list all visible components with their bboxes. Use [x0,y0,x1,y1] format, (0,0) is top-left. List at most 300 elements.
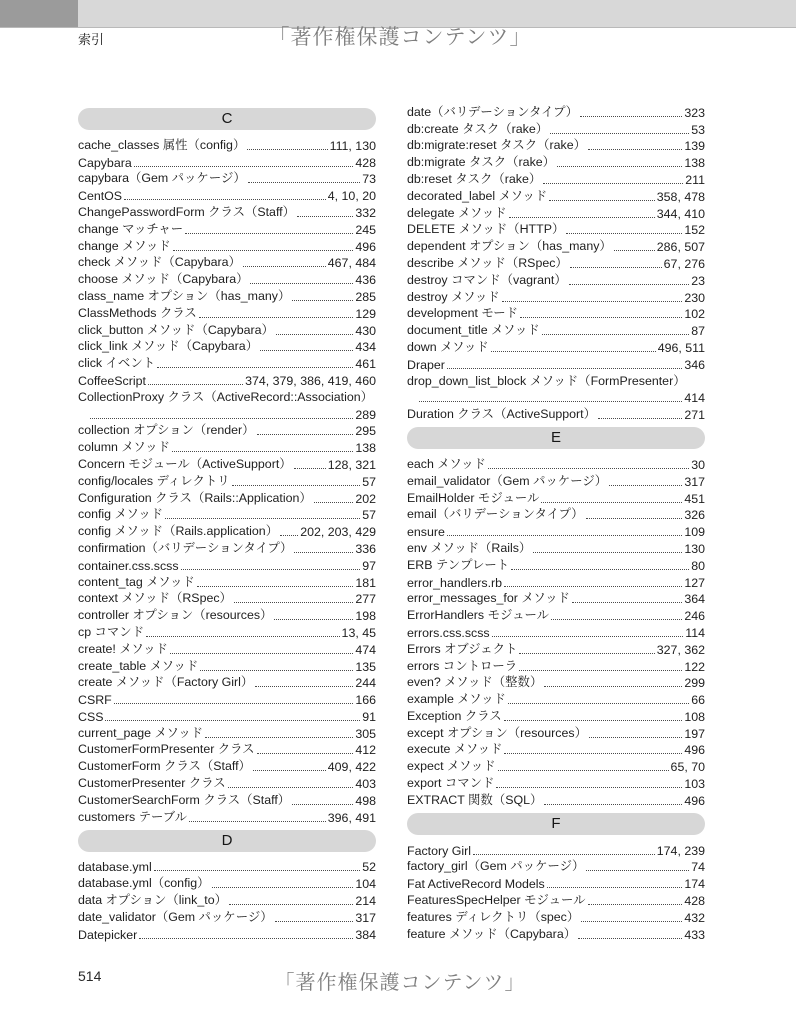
dot-leader [212,887,354,888]
index-entry [78,808,376,825]
entry-pages: 65, 70 [670,760,705,775]
dot-leader [247,149,327,150]
index-entry [407,187,705,204]
entry-term: db:create タスク（rake） [407,121,549,136]
index-entry [407,707,705,724]
index-entry [78,590,376,607]
entry-pages: 414 [684,391,705,406]
entry-pages: 53 [691,122,705,137]
index-entry [78,220,376,237]
index-entry [407,472,705,489]
entry-term: collection オプション（render） [78,423,255,438]
section-header-e: E [407,427,705,449]
entry-term: check メソッド（Capybara） [78,255,241,270]
dot-leader [572,602,682,603]
entry-term: database.yml [78,860,152,875]
index-entry [78,657,376,674]
entry-pages: 202 [355,491,376,506]
entry-term: email（バリデーションタイプ） [407,507,584,522]
index-entry [78,757,376,774]
entry-term: CSRF [78,693,112,708]
entry-pages: 344, 410 [656,206,705,221]
index-entry [407,237,705,254]
index-entry [78,304,376,321]
dot-leader [488,468,689,469]
entry-pages: 432 [684,910,705,925]
entry-pages: 327, 362 [656,642,705,657]
entry-term: errors.css.scss [407,625,490,640]
index-entry [78,186,376,203]
dot-leader [148,384,243,385]
dot-leader [292,300,353,301]
entry-term: CustomerFormPresenter クラス [78,742,255,757]
entry-pages: 152 [684,223,705,238]
entry-term: FeaturesSpecHelper モジュール [407,893,586,908]
dot-leader [551,619,682,620]
index-entry [78,640,376,657]
index-entry [407,874,705,891]
entry-pages: 103 [684,777,705,792]
entry-term: document_title メソッド [407,323,540,338]
entry-term: change マッチャー [78,221,184,236]
dot-leader [134,166,354,167]
entry-term: factory_girl（Gem パッケージ） [407,859,585,874]
index-columns [78,103,705,942]
index-entry [78,455,376,472]
dot-leader [157,367,353,368]
index-entry-continuation [78,405,376,422]
dot-leader [547,887,683,888]
entry-term: change メソッド [78,238,171,253]
entry-pages: 384 [355,927,376,942]
dot-leader [200,670,353,671]
index-entry [407,791,705,808]
entry-term: EXTRACT 関数（SQL） [407,792,543,807]
index-entry [407,288,705,305]
entry-term: export コマンド [407,776,495,791]
entry-pages: 305 [355,726,376,741]
entry-pages: 428 [355,155,376,170]
dot-leader [544,686,682,687]
index-entry [78,690,376,707]
entry-pages: 109 [684,525,705,540]
entry-term: destroy メソッド [407,289,500,304]
entry-pages: 111, 130 [329,138,376,153]
dot-leader [566,233,682,234]
entry-pages: 364 [684,592,705,607]
dot-leader [114,703,354,704]
entry-term: capybara（Gem パッケージ） [78,171,246,186]
entry-term: ChangePasswordForm クラス（Staff） [78,204,295,219]
dot-leader [197,586,354,587]
index-entry [407,305,705,322]
index-entry [407,103,705,120]
dot-leader [257,434,354,435]
index-entry [407,170,705,187]
dot-leader [586,518,683,519]
index-entry [78,270,376,287]
entry-term: CSS [78,709,104,724]
entry-pages: 211 [685,172,705,187]
entry-pages: 138 [355,441,376,456]
entry-pages: 102 [684,307,705,322]
entry-term: delegate メソッド [407,205,507,220]
entry-term: create_table メソッド [78,658,199,673]
index-entry [407,908,705,925]
entry-pages: 13, 45 [341,625,376,640]
index-entry [78,908,376,925]
entry-term: ClassMethods クラス [78,305,197,320]
dot-leader [189,821,326,822]
index-entry [78,573,376,590]
dot-leader [229,904,353,905]
entry-term: config メソッド [78,507,164,522]
dot-leader [181,569,361,570]
dot-leader [447,368,682,369]
entry-pages: 277 [355,592,376,607]
entry-pages: 346 [684,357,705,372]
entry-term: error_messages_for メソッド [407,591,570,606]
entry-pages: 214 [355,894,376,909]
entry-pages: 286, 507 [656,240,705,255]
dot-leader [275,921,354,922]
dot-leader [260,350,353,351]
entry-term: database.yml（config） [78,876,210,891]
dot-leader [276,334,353,335]
entry-term: feature メソッド（Capybara） [407,926,577,941]
index-entry [78,438,376,455]
entry-term: decorated_label メソッド [407,188,548,203]
dot-leader [172,451,353,452]
entry-term: CustomerPresenter クラス [78,776,226,791]
entry-pages: 336 [355,541,376,556]
entry-term: CollectionProxy クラス（ActiveRecord::Association） [78,389,374,404]
index-entry [407,455,705,472]
entry-term: DELETE メソッド（HTTP） [407,222,565,237]
entry-pages: 87 [691,324,705,339]
dot-leader [124,199,326,200]
entry-term: error_handlers.rb [407,575,503,590]
entry-term: errors コントローラ [407,658,518,673]
entry-term: drop_down_list_block メソッド（FormPresenter） [407,373,686,388]
index-entry [78,874,376,891]
entry-pages: 374, 379, 386, 419, 460 [245,373,376,388]
entry-pages: 433 [684,927,705,942]
index-entry [407,221,705,238]
entry-pages: 332 [355,205,376,220]
section-header-c: C [78,108,376,130]
entry-term: cp コマンド [78,624,145,639]
dot-leader [557,166,682,167]
index-entry [407,623,705,640]
index-entry [407,841,705,858]
entry-pages: 289 [355,407,376,422]
entry-term: Factory Girl [407,843,472,858]
dot-leader [508,703,689,704]
dot-leader [578,938,682,939]
entry-pages: 496 [684,743,705,758]
page-header-title: 「著作権保護コンテンツ」 [268,26,532,49]
entry-term: CustomerSearchForm クラス（Staff） [78,792,291,807]
index-entry [78,674,376,691]
index-entry [407,690,705,707]
entry-pages: 138 [684,156,705,171]
entry-pages: 436 [355,273,376,288]
index-entry [78,606,376,623]
dot-leader [294,552,353,553]
index-entry [407,774,705,791]
dot-leader [549,200,655,201]
index-entry [407,606,705,623]
entry-term: example メソッド [407,692,506,707]
index-entry [78,539,376,556]
entry-term: content_tag メソッド [78,574,195,589]
dot-leader [502,301,683,302]
index-entry [78,354,376,371]
index-column-left [78,103,376,942]
index-entry [78,489,376,506]
entry-pages: 403 [355,777,376,792]
section-header-f: F [407,813,705,835]
index-entry [407,539,705,556]
entry-pages: 30 [691,457,705,472]
dot-leader [580,116,682,117]
dot-leader [509,217,655,218]
index-entry [407,757,705,774]
dot-leader [492,636,684,637]
dot-leader [205,737,353,738]
entry-pages: 245 [355,222,376,237]
entry-term: create! メソッド [78,641,168,656]
dot-leader [519,670,682,671]
dot-leader [609,485,682,486]
dot-leader [250,283,353,284]
entry-term: env メソッド（Rails） [407,540,532,555]
dot-leader [419,401,682,402]
entry-pages: 166 [355,693,376,708]
entry-term: click_button メソッド（Capybara） [78,322,274,337]
entry-term: click イベント [78,356,156,371]
dot-leader [248,182,360,183]
dot-leader [297,216,353,217]
entry-pages: 66 [691,693,705,708]
dot-leader [90,418,353,419]
entry-pages: 428 [684,894,705,909]
entry-pages: 271 [684,408,705,423]
entry-term: config/locales ディレクトリ [78,473,230,488]
dot-leader [541,502,682,503]
entry-term: Datepicker [78,927,138,942]
entry-pages: 80 [691,558,705,573]
index-entry [407,925,705,942]
entry-pages: 412 [355,743,376,758]
entry-term: CustomerForm クラス（Staff） [78,759,251,774]
index-entry [407,137,705,154]
entry-term: execute メソッド [407,742,503,757]
index-entry [78,321,376,338]
entry-pages: 127 [684,575,705,590]
dot-leader [569,284,689,285]
index-entry [407,640,705,657]
entry-term: each メソッド [407,456,486,471]
entry-term: config メソッド（Rails.application） [78,524,279,539]
entry-pages: 91 [362,709,376,724]
index-entry [407,573,705,590]
entry-term: destroy コマンド（vagrant） [407,272,567,287]
dot-leader [170,653,353,654]
index-entry [78,623,376,640]
dot-leader [511,569,689,570]
entry-pages: 114 [685,625,705,640]
entry-term: controller オプション（resources） [78,608,273,623]
entry-term: Errors オブジェクト [407,641,518,656]
entry-term: describe メソッド（RSpec） [407,255,568,270]
entry-pages: 202, 203, 429 [300,525,376,540]
index-entry [407,204,705,221]
index-entry [407,858,705,875]
section-header-d: D [78,830,376,852]
dot-leader [234,602,353,603]
entry-term: features ディレクトリ（spec） [407,909,580,924]
entry-pages: 181 [355,575,376,590]
index-entry [78,791,376,808]
entry-pages: 244 [355,676,376,691]
entry-pages: 474 [355,642,376,657]
entry-pages: 295 [355,424,376,439]
index-entry [407,556,705,573]
entry-pages: 498 [355,793,376,808]
index-entry [78,506,376,523]
entry-pages: 299 [684,676,705,691]
index-entry [407,741,705,758]
index-entry [407,405,705,422]
index-entry [78,254,376,271]
index-entry [78,287,376,304]
dot-leader [253,770,326,771]
entry-pages: 174 [684,877,705,892]
index-entry [407,372,705,389]
entry-term: date（バリデーションタイプ） [407,104,579,119]
entry-term: Concern モジュール（ActiveSupport） [78,456,292,471]
entry-pages: 467, 484 [327,256,376,271]
dot-leader [139,938,353,939]
dot-leader [473,854,655,855]
page-footer-title: 「著作権保護コンテンツ」 [274,972,526,994]
dot-leader [588,904,683,905]
entry-term: email_validator（Gem パッケージ） [407,473,608,488]
dot-leader [520,317,682,318]
entry-pages: 57 [362,508,376,523]
dot-leader [280,535,298,536]
dot-leader [598,418,682,419]
entry-term: EmailHolder モジュール [407,490,540,505]
dot-leader [199,317,354,318]
dot-leader [581,921,682,922]
index-entry [78,522,376,539]
dot-leader [504,753,682,754]
index-entry [407,657,705,674]
entry-pages: 73 [362,172,376,187]
entry-pages: 104 [355,877,376,892]
entry-pages: 317 [684,474,705,489]
entry-term: date_validator（Gem パッケージ） [78,909,273,924]
entry-pages: 358, 478 [656,189,705,204]
entry-term: create メソッド（Factory Girl） [78,675,254,690]
index-entry [407,590,705,607]
index-entry [407,724,705,741]
entry-pages: 57 [362,474,376,489]
index-entry [78,858,376,875]
entry-term: even? メソッド（整数） [407,675,543,690]
index-entry [407,522,705,539]
dot-leader [274,619,353,620]
dot-leader [232,485,361,486]
index-entry [407,338,705,355]
entry-term: Capybara [78,155,132,170]
index-entry [407,674,705,691]
entry-term: column メソッド [78,440,170,455]
entry-pages: 496 [355,239,376,254]
dot-leader [504,586,682,587]
entry-term: context メソッド（RSpec） [78,591,232,606]
entry-term: data オプション（link_to） [78,893,227,908]
dot-leader [586,870,689,871]
index-header-label: 索引 [78,32,105,47]
entry-pages: 139 [684,139,705,154]
entry-term: db:migrate:reset タスク（rake） [407,138,587,153]
dot-leader [491,351,656,352]
entry-term: ErrorHandlers モジュール [407,608,550,623]
entry-pages: 108 [684,709,705,724]
dot-leader [447,535,682,536]
entry-term: customers テーブル [78,809,188,824]
entry-pages: 128, 321 [327,457,376,472]
entry-pages: 130 [684,541,705,556]
entry-pages: 317 [355,910,376,925]
dot-leader [519,653,654,654]
dot-leader [257,753,354,754]
entry-term: click_link メソッド（Capybara） [78,339,259,354]
entry-pages: 4, 10, 20 [327,189,376,204]
dot-leader [589,737,682,738]
entry-pages: 197 [684,726,705,741]
entry-term: container.css.scss [78,558,179,573]
entry-term: db:migrate タスク（rake） [407,155,556,170]
index-entry [78,891,376,908]
entry-term: Duration クラス（ActiveSupport） [407,407,596,422]
entry-pages: 246 [684,609,705,624]
entry-term: expect メソッド [407,759,496,774]
dot-leader [550,133,689,134]
entry-pages: 23 [691,273,705,288]
index-entry [407,891,705,908]
dot-leader [243,266,326,267]
index-entry [78,556,376,573]
dot-leader [504,720,683,721]
entry-pages: 496 [684,793,705,808]
index-entry [407,120,705,137]
entry-term: ERB テンプレート [407,557,510,572]
dot-leader [173,250,354,251]
entry-pages: 122 [684,659,705,674]
entry-pages: 97 [362,558,376,573]
entry-pages: 52 [362,860,376,875]
dot-leader [294,468,326,469]
entry-pages: 285 [355,289,376,304]
index-entry [78,774,376,791]
index-entry-continuation [407,389,705,406]
index-entry [78,338,376,355]
